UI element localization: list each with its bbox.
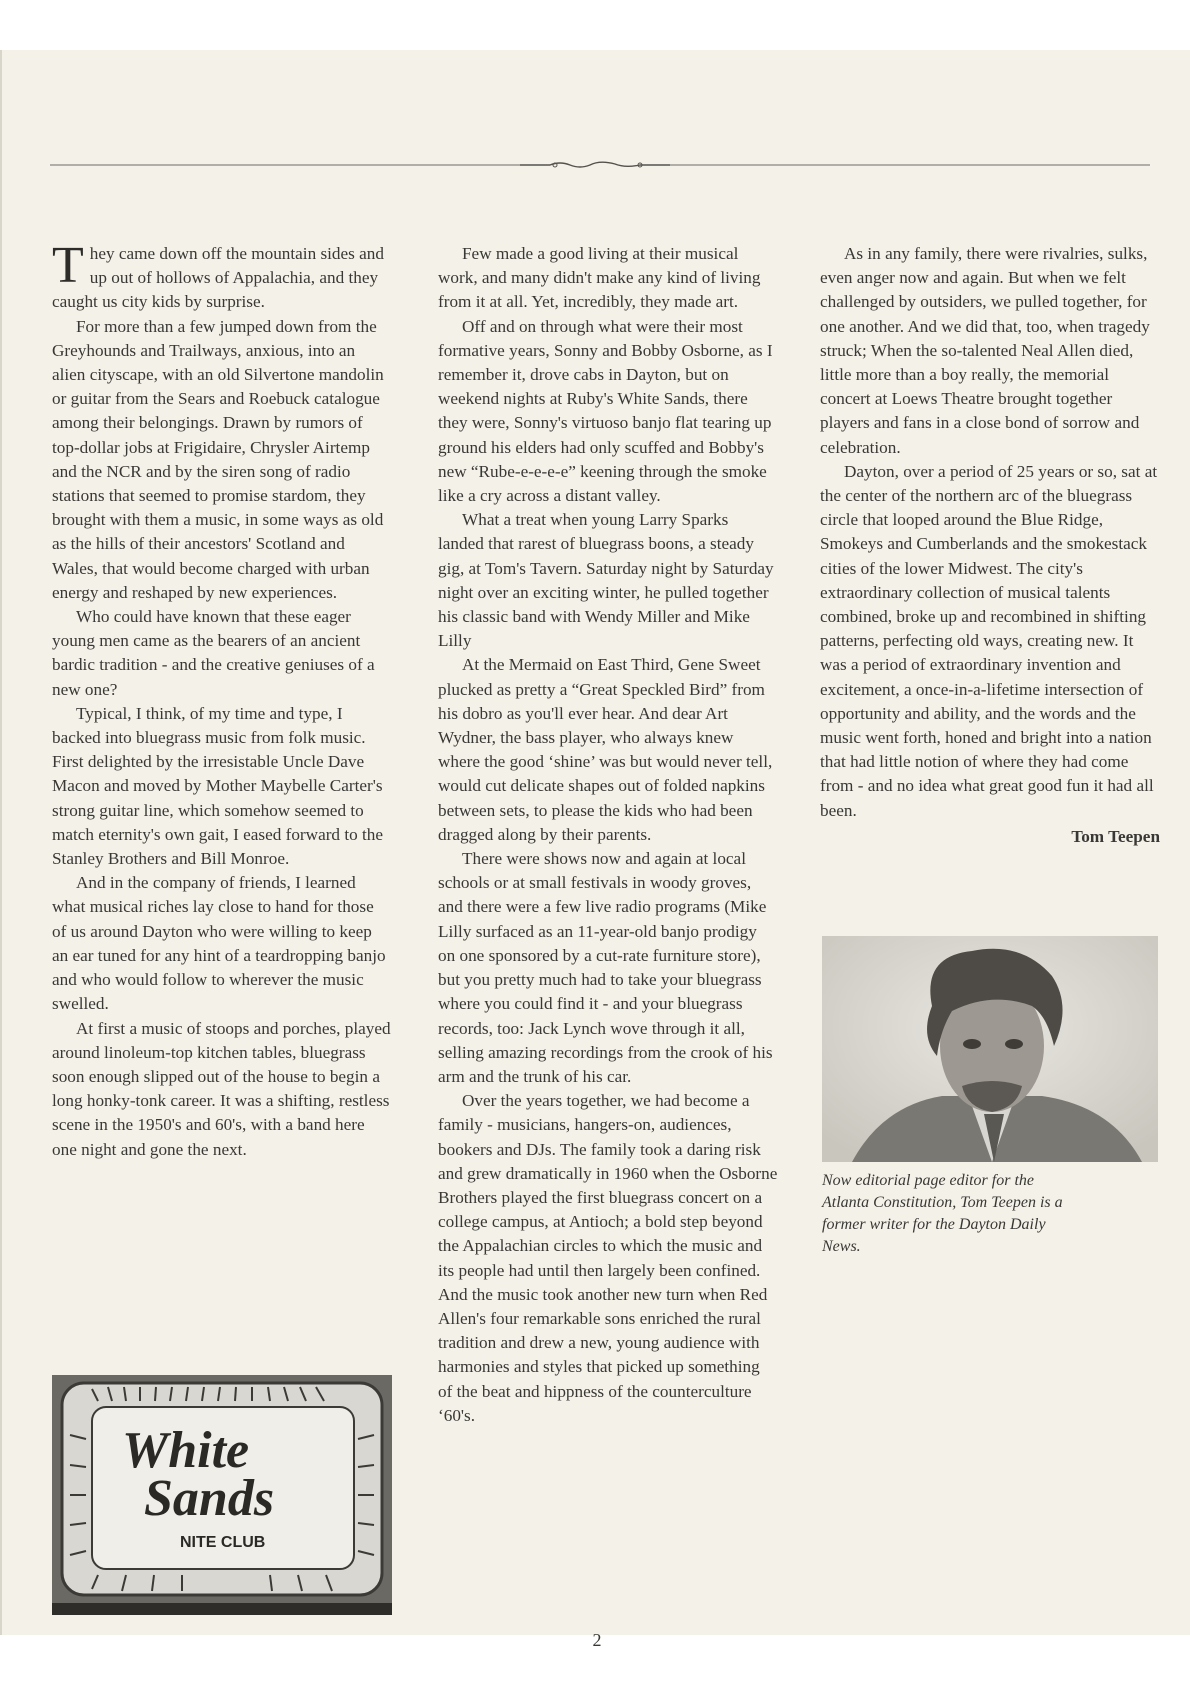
byline: Tom Teepen bbox=[1071, 826, 1160, 846]
sign-text-white: White bbox=[122, 1422, 250, 1479]
paragraph: Dayton, over a period of 25 years or so, sat at the center of the northern arc of the bluegrass circle that looped around the Blue Ridge, Smokeys and Cumberlands and the smokestack cities of the lower Midwest. The city's extraordinary collection of musical talents combined, broke up and recombined in shifting patterns, perfecting old ways, creating new. It was a period of extraordinary invention and excitement, a once-in-a-lifetime intersection of opportunity and ability, and the words and the music went forth, honed and bright into a nation that had little notion of where they had come from - and no idea what great good fun it had all been. bbox=[820, 461, 1158, 820]
paragraph: For more than a few jumped down from the Greyhounds and Trailways, anxious, into an alien cityscape, with an old Silvertone mandolin or guitar from the Sears and Roebuck catalogue among their belongings. Drawn by rumors of top-dollar jobs at Frigidaire, Chrysler Airtemp and the NCR and by the siren song of radio stations that seemed to promise stardom, they brought with them a music, in some ways as old as the hills of their ancestors' Scotland and Wales, that would become charged with urban energy and reshaped by new experiences. bbox=[52, 316, 384, 602]
paragraph: Off and on through what were their most formative years, Sonny and Bobby Osborne, as I remember it, drove cabs in Dayton, but on weekend nights at Ruby's White Sands, there they were, Sonny's virtuoso banjo flat tearing up ground his elders had only scuffed and Bobby's new “Rube-e-e-e-e” keening through the smoke like a cry across a distant valley. bbox=[438, 316, 773, 506]
article-column-1 bbox=[52, 237, 392, 1162]
paragraph: As in any family, there were rivalries, sulks, even anger now and again. But when we felt challenged by outsiders, we pulled together, for one another. And we did that, too, when tragedy struck; When the so-talented Neal Allen died, little more than a boy really, the memorial concert at Loews Theatre brought together players and fans in a close bond of sorrow and celebration. bbox=[820, 244, 1150, 457]
paragraph: What a treat when young Larry Sparks landed that rarest of bluegrass boons, a steady gig, at Tom's Tavern. Saturday night by Saturday night over an exciting winter, he pulled together his classic band with Wendy Miller and Mike Lilly bbox=[438, 510, 774, 651]
paragraph: Few made a good living at their musical work, and many didn't make any kind of living from it at all. Yet, incredibly, they made art. bbox=[438, 244, 761, 312]
page bbox=[0, 50, 1190, 1650]
article-column-2 bbox=[438, 242, 778, 1428]
paragraph: Over the years together, we had become a family - musicians, hangers-on, audiences, bookers and DJs. The family took a daring risk and grew dramatically in 1960 when the Osborne Brothers played the first bluegrass concert on a college campus, at Antioch; a bold step beyond the Appalachian circles to which the music and its people had until then largely been confined. And the music took another new turn when Red Allen's four remarkable sons enriched the rural tradition and drew a new, young audience with harmonies and styles that picked up something of the beat and hippness of the counterculture ‘60's. bbox=[438, 1091, 778, 1425]
sign-text-sands: Sands bbox=[144, 1470, 275, 1527]
paragraph: At the Mermaid on East Third, Gene Sweet plucked as pretty a “Great Speckled Bird” from his dobro as you'll ever hear. And dear Art Wydner, the bass player, who always knew where the good ‘shine’ was but would never tell, would cut delicate shapes out of folded napkins between sets, to please the kids who had been dragged along by their parents. bbox=[438, 655, 773, 844]
author-photo bbox=[822, 936, 1158, 1162]
sign-text-nite-club: NITE CLUB bbox=[180, 1534, 266, 1551]
paragraph: They came down off the mountain sides and up out of hollows of Appalachia, and they caught us city kids by surprise. bbox=[52, 237, 384, 312]
paragraph: At first a music of stoops and porches, played around linoleum-top kitchen tables, bluegrass soon enough slipped out of the house to begin a long honky-tonk career. It was a shifting, restless scene in the 1950's and 60's, with a band here one night and gone the next. bbox=[52, 1018, 391, 1159]
ornamental-rule bbox=[50, 160, 1150, 170]
page-number: 2 bbox=[592, 1630, 602, 1650]
drop-cap: T bbox=[52, 237, 84, 294]
white-sands-sign-photo bbox=[52, 1375, 392, 1615]
paragraph: Who could have known that these eager young men came as the bearers of an ancient bardic tradition - and the creative geniuses of a new one? bbox=[52, 607, 375, 699]
paragraph: Typical, I think, of my time and type, I backed into bluegrass music from folk music. First delighted by the irresistable Uncle Dave Macon and moved by Mother Maybelle Carter's strong guitar line, which somehow seemed to match eternity's own gait, I eased forward to the Stanley Brothers and Bill Monroe. bbox=[52, 703, 383, 869]
photo-caption: Now editorial page editor for the Atlanta Constitution, Tom Teepen is a former writer for the Dayton Daily News. bbox=[822, 1172, 1063, 1255]
paragraph: And in the company of friends, I learned what musical riches lay close to hand for those of us around Dayton who were willing to keep an ear tuned for any hint of a teardropping banjo and who would follow to wherever the music swelled. bbox=[52, 873, 386, 1014]
article-column-3 bbox=[820, 242, 1160, 849]
paragraph: There were shows now and again at local schools or at small festivals in woody groves, and there were a few live radio programs (Mike Lilly surfaced as an 11-year-old banjo prodigy on one sponsored by a cut-rate furniture store), but you pretty much had to take your bluegrass where you could find it - and your bluegrass records, too: Jack Lynch wove through it all, selling amazing recordings from the crook of his arm and the trunk of his car. bbox=[438, 849, 773, 1086]
